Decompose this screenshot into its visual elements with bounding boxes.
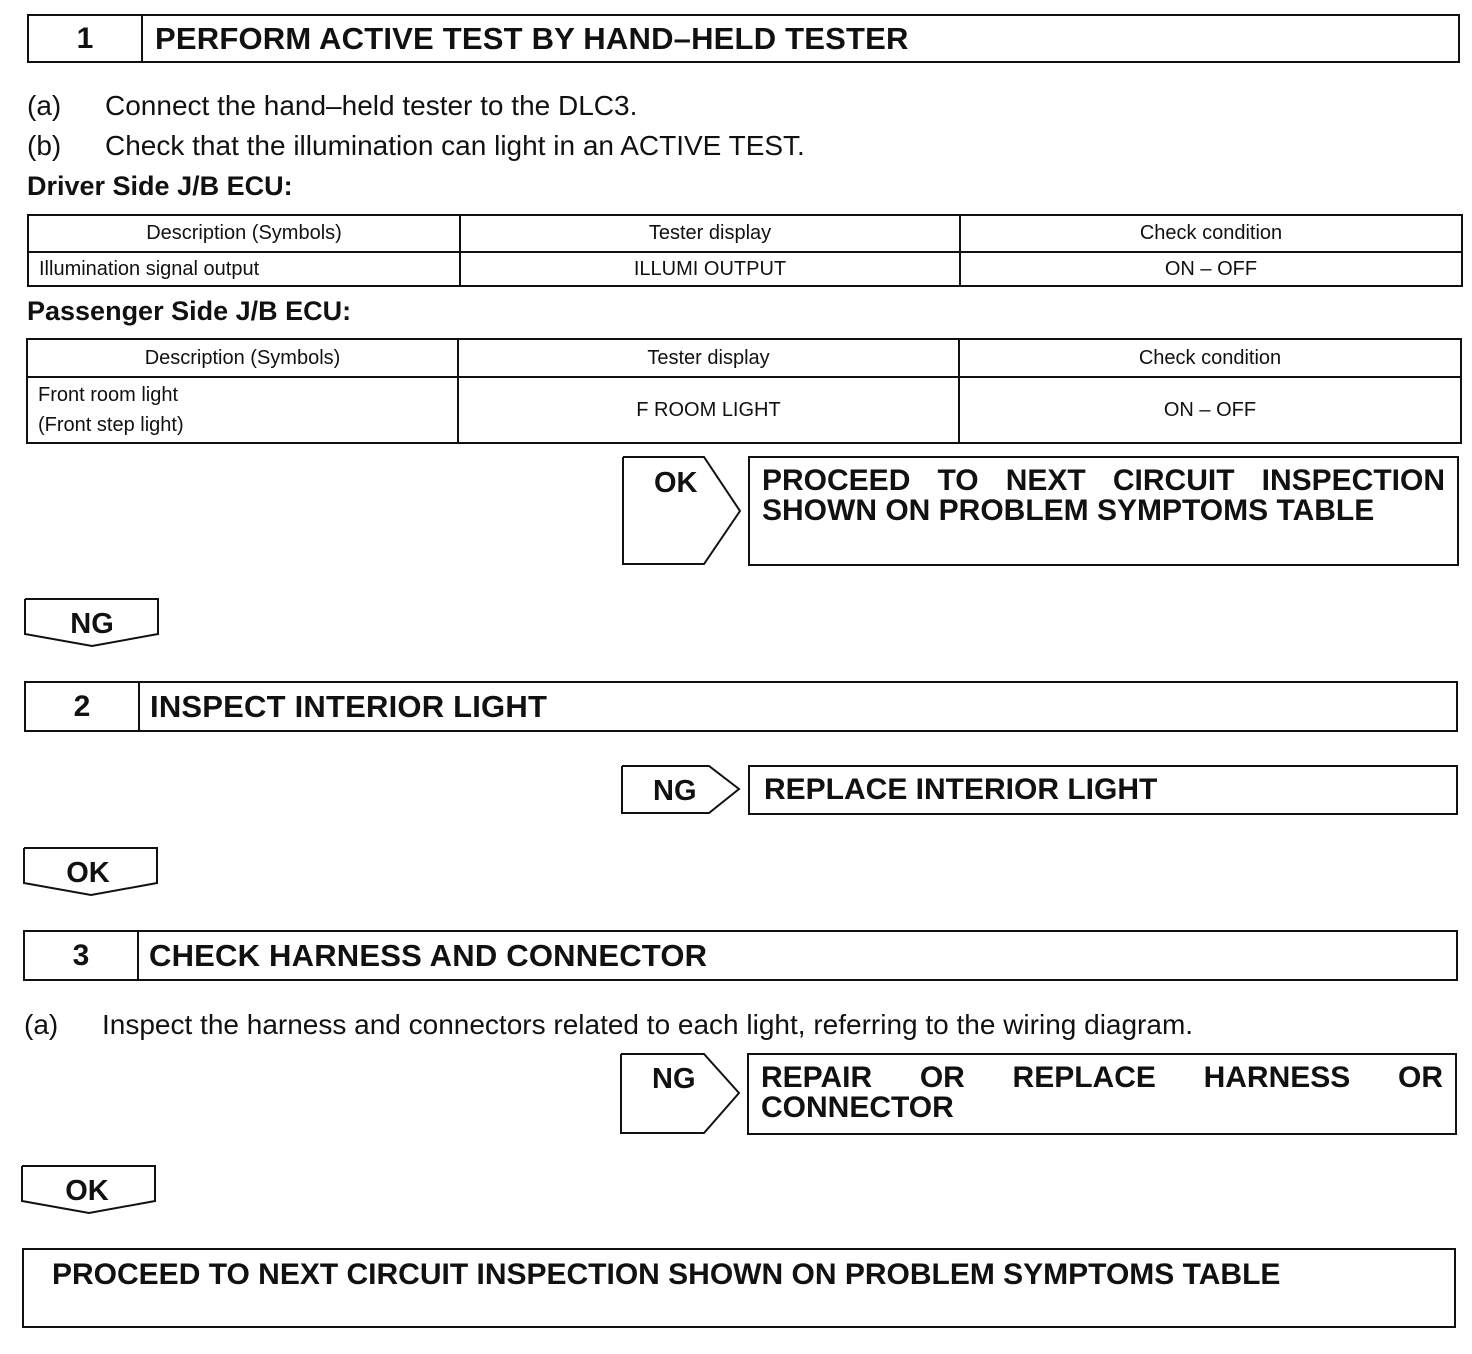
table-header: Check condition (959, 339, 1461, 377)
ok-result-line-2: SHOWN ON PROBLEM SYMPTOMS TABLE (762, 494, 1375, 527)
final-result-box (22, 1248, 1456, 1328)
item-text: Check that the illumination can light in an ACTIVE TEST. (105, 130, 805, 161)
table-cell: F ROOM LIGHT (458, 377, 959, 443)
step-3-header (23, 930, 1458, 981)
table-cell: ON – OFF (959, 377, 1461, 443)
step-2-title: INSPECT INTERIOR LIGHT (150, 688, 548, 724)
ok-tag-label: OK (654, 467, 698, 499)
step-2-header (24, 681, 1458, 732)
table-cell (27, 377, 458, 443)
table-header: Check condition (960, 215, 1462, 252)
table-cell: ON – OFF (960, 252, 1462, 286)
item-text: Inspect the harness and connectors related to each light, referring to the wiring diagram. (102, 1009, 1194, 1040)
table-header: Description (Symbols) (27, 339, 458, 377)
table-header: Tester display (458, 339, 959, 377)
desc-line-1: Front room light (38, 384, 179, 406)
ng-tag-label: NG (653, 775, 697, 807)
ng-tag-label: NG (652, 1063, 696, 1095)
final-result-text: PROCEED TO NEXT CIRCUIT INSPECTION SHOWN ON PROBLEM SYMPTOMS TABLE (52, 1258, 1281, 1291)
step-1-header (27, 14, 1460, 63)
ok-tag-label: OK (66, 857, 110, 889)
ng-arrow-tag (620, 1053, 742, 1135)
ng-result-box (747, 1053, 1457, 1135)
ng-result-box: REPLACE INTERIOR LIGHT (748, 765, 1458, 815)
ok-tag-label: OK (65, 1175, 109, 1207)
step-3-title: CHECK HARNESS AND CONNECTOR (149, 937, 708, 973)
item-label: (b) (27, 130, 62, 161)
ng-result-line-1: REPAIR OR REPLACE HARNESS OR (761, 1061, 1443, 1094)
item-label: (a) (27, 90, 62, 121)
table-header: Description (Symbols) (28, 215, 460, 252)
item-label: (a) (24, 1009, 59, 1040)
desc-line-2: (Front step light) (38, 414, 184, 436)
passenger-side-table (26, 338, 1462, 444)
table-row (27, 377, 1461, 443)
step-3-number: 3 (25, 932, 139, 979)
ok-arrow-tag (622, 456, 742, 566)
step-1-title: PERFORM ACTIVE TEST BY HAND–HELD TESTER (155, 20, 909, 56)
ng-down-tag (24, 598, 160, 648)
step-1-number: 1 (29, 16, 143, 61)
step-1-item-a (27, 90, 637, 122)
ok-down-tag (23, 847, 159, 897)
ng-result-line-2: CONNECTOR (761, 1091, 954, 1124)
ok-result-line-1: PROCEED TO NEXT CIRCUIT INSPECTION (762, 464, 1445, 497)
table-row (28, 252, 1462, 286)
driver-side-table (27, 214, 1463, 287)
ng-tag-label: NG (70, 608, 114, 640)
ng-arrow-tag (621, 765, 741, 815)
table-cell: ILLUMI OUTPUT (460, 252, 960, 286)
passenger-side-heading: Passenger Side J/B ECU: (27, 296, 352, 326)
item-text: Connect the hand–held tester to the DLC3. (105, 90, 638, 121)
step-1-item-b (27, 130, 805, 162)
table-cell: Illumination signal output (28, 252, 460, 286)
table-header: Tester display (460, 215, 960, 252)
ok-down-tag (21, 1165, 157, 1215)
step-2-number: 2 (26, 683, 140, 730)
ok-result-box (748, 456, 1459, 566)
driver-side-heading: Driver Side J/B ECU: (27, 171, 293, 201)
step-3-item-a (24, 1009, 1193, 1041)
